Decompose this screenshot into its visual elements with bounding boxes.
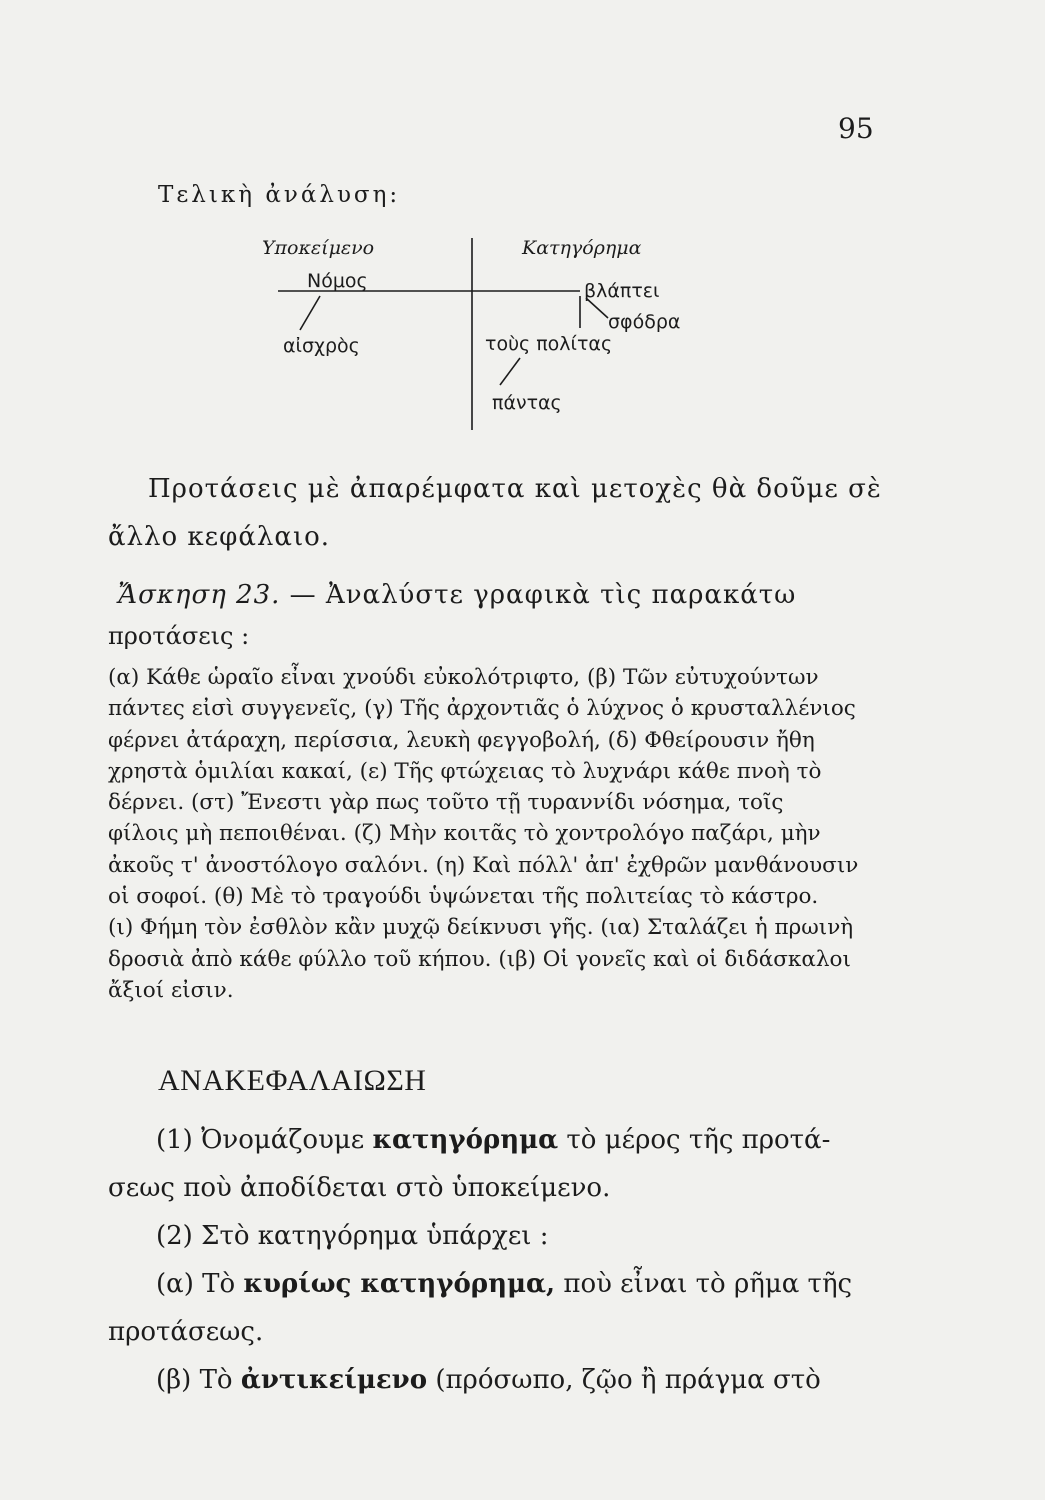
- summary-body: [108, 1116, 908, 1404]
- summary-text: τὸ μέρος τῆς προτά-: [566, 1125, 831, 1155]
- exercise-line: πάντες εἰσὶ συγγενεῖς, (γ) Τῆς ἀρχοντιᾶς ὁ λύχνος ὁ κρυσταλλένιος: [108, 696, 856, 722]
- final-analysis-title: Τελικὴ ἀνάλυση:: [158, 182, 401, 208]
- exercise-line: (α) Κάθε ὡραῖο εἶναι χνούδι εὐκολότριφτο, (β) Τῶν εὐτυχούντων: [108, 665, 819, 690]
- subject-label: Υποκείμενο: [262, 237, 375, 259]
- exercise-line: οἱ σοφοί. (θ) Μὲ τὸ τραγούδι ὑψώνεται τῆς πολιτείας τὸ κάστρο.: [108, 884, 819, 910]
- note-line-1: Προτάσεις μὲ ἀπαρέμφατα καὶ μετοχὲς θὰ δοῦμε σὲ: [148, 474, 882, 504]
- exercise-line: ἄξιοί εἰσιν.: [108, 977, 234, 1003]
- exercise-instruction: — Ἀναλύστε γραφικὰ τὶς παρακάτω: [289, 580, 797, 610]
- summary-point-2: (2) Στὸ κατηγόρημα ὑπάρχει :: [156, 1221, 549, 1251]
- summary-bold-term: κατηγόρημα: [372, 1125, 559, 1155]
- exercise-heading: [118, 580, 796, 610]
- exercise-line: δέρνει. (στ) Ἔνεστι γὰρ πως τοῦτο τῇ τυραννίδι νόσημα, τοῖς: [108, 790, 784, 816]
- summary-point-1-cont: σεως ποὺ ἀποδίδεται στὸ ὑποκείμενο.: [108, 1173, 611, 1203]
- verb-modifier-word: σφόδρα: [608, 311, 681, 333]
- exercise-line: ἀκοῦς τ' ἀνοστόλογο σαλόνι. (η) Καὶ πόλλ' ἀπ' ἐχθρῶν μανθάνουσιν: [108, 852, 859, 878]
- exercise-line: δροσιὰ ἀπὸ κάθε φύλλο τοῦ κήπου. (ιβ) Οἱ γονεῖς καὶ οἱ διδάσκαλοι: [108, 946, 851, 972]
- summary-text: (β) Τὸ: [156, 1365, 233, 1395]
- subject-modifier-line: [300, 296, 320, 330]
- exercise-line: φίλοις μὴ πεποιθέναι. (ζ) Μὴν κοιτᾶς τὸ χοντρολόγο παζάρι, μὴν: [108, 821, 821, 847]
- summary-point-3: [108, 1260, 908, 1308]
- predicate-label: Κατηγόρημα: [522, 237, 642, 259]
- summary-text: (α) Τὸ: [156, 1269, 236, 1299]
- exercise-instruction-cont: προτάσεις :: [108, 622, 250, 650]
- summary-point-3-cont: προτάσεως.: [108, 1317, 264, 1347]
- summary-bold-term: κυρίως κατηγόρημα,: [243, 1269, 556, 1299]
- exercise-line: φέρνει ἀτάραχη, περίσσια, λευκὴ φεγγοβολή, (δ) Φθείρουσιν ἤθη: [108, 727, 815, 753]
- note-line-2: ἄλλο κεφάλαιο.: [108, 522, 331, 552]
- subject-modifier-word: αἰσχρὸς: [283, 335, 360, 357]
- summary-point-4: [108, 1356, 908, 1404]
- exercise-sentences: [108, 662, 898, 1006]
- summary-bold-term: ἀντικείμενο: [240, 1365, 428, 1395]
- summary-text: (πρόσωπο, ζῷο ἢ πράγμα στὸ: [435, 1365, 821, 1395]
- object-modifier-word: πάντας: [492, 392, 562, 414]
- object-word: τοὺς πολίτας: [485, 333, 613, 355]
- summary-text: ποὺ εἶναι τὸ ρῆμα τῆς: [563, 1269, 853, 1299]
- subject-word: Νόμος: [307, 270, 368, 292]
- exercise-label: Ἄσκηση 23.: [118, 580, 281, 610]
- summary-text: (1) Ὀνομάζουμε: [156, 1125, 365, 1155]
- summary-point-1: [108, 1116, 908, 1164]
- page-number: 95: [838, 112, 874, 145]
- object-modifier-line: [500, 358, 520, 385]
- exercise-line: (ι) Φήμη τὸν ἐσθλὸν κἂν μυχῷ δείκνυσι γῆς. (ια) Σταλάζει ἡ πρωινὴ: [108, 915, 854, 941]
- exercise-line: χρηστὰ ὁμιλίαι κακαί, (ε) Τῆς φτώχειας τὸ λυχνάρι κάθε πνοὴ τὸ: [108, 758, 822, 784]
- verb-word: βλάπτει: [584, 280, 660, 302]
- summary-heading: ΑΝΑΚΕΦΑΛΑΙΩΣΗ: [158, 1064, 427, 1097]
